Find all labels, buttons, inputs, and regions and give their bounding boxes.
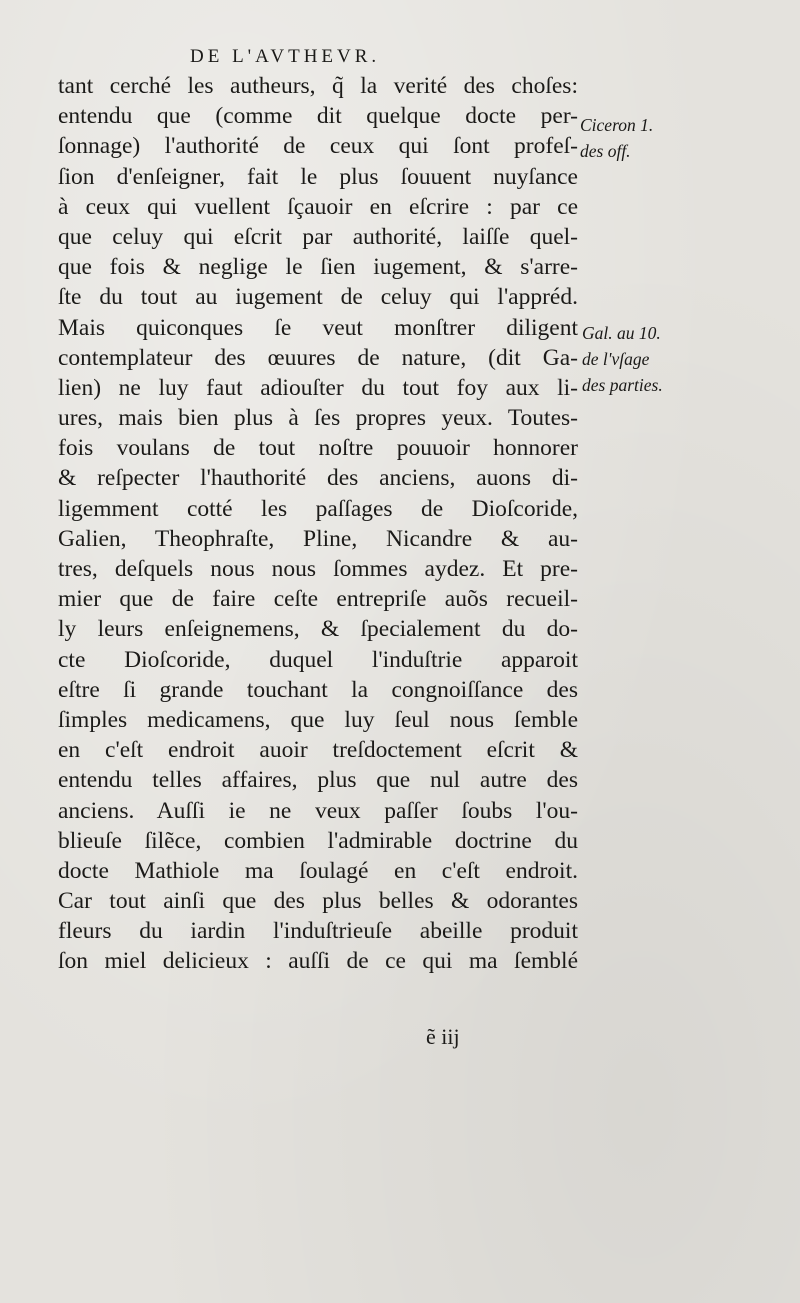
text-line: ſonnage) l'authorité de ceux qui ſont profeſ-	[58, 133, 578, 160]
text-line: & reſpecter l'hauthorité des anciens, auons di-	[58, 465, 578, 492]
text-line: ligemment cotté les paſſages de Dioſcoride,	[58, 495, 578, 522]
body-text	[58, 71, 578, 977]
text-line: cte Dioſcoride, duquel l'induſtrie apparoit	[58, 646, 578, 673]
text-line: eſtre ſi grande touchant la congnoiſſance des	[58, 676, 578, 703]
text-line: ſimples medicamens, que luy ſeul nous ſemble	[58, 706, 578, 733]
margin-note-line: des parties.	[582, 375, 663, 395]
text-line: tant cerché les autheurs, q̃ la verité des choſes:	[58, 73, 578, 99]
text-line: contemplateur des œuures de nature, (dit Ga-	[58, 344, 578, 371]
margin-note-galien	[582, 320, 663, 398]
text-line: Car tout ainſi que des plus belles & odorantes	[58, 888, 578, 915]
text-line: fleurs du iardin l'induſtrieuſe abeille produit	[58, 918, 578, 945]
text-line: ly leurs enſeignemens, & ſpecialement du do-	[58, 616, 578, 643]
margin-note-line: de l'vſage	[582, 349, 650, 369]
text-line: tres, deſquels nous nous ſommes aydez. Et pre-	[58, 556, 578, 582]
margin-note-line: Ciceron 1.	[580, 115, 654, 135]
text-line: blieuſe ſilẽce, combien l'admirable doctrine du	[58, 827, 578, 854]
margin-note-cicero	[580, 112, 653, 164]
text-line: à ceux qui vuellent ſçauoir en eſcrire : par ce	[58, 193, 578, 220]
text-line: ſon miel delicieux : auſſi de ce qui ma ſemblé	[58, 948, 578, 975]
text-line: ſion d'enſeigner, fait le plus ſouuent nuyſance	[58, 163, 578, 190]
text-line: docte Mathiole ma ſoulagé en c'eſt endroit.	[58, 857, 578, 884]
text-line: entendu que (comme dit quelque docte per-	[58, 103, 578, 130]
signature-mark: ẽ iij	[426, 1024, 460, 1049]
text-line: mier que de faire ceſte entrepriſe auõs recueil-	[58, 586, 578, 613]
text-line: Galien, Theophraſte, Pline, Nicandre & au-	[58, 525, 578, 552]
running-head: DE L'AVTHEVR.	[190, 46, 381, 67]
margin-note-line: Gal. au 10.	[582, 323, 661, 343]
text-line: que celuy qui eſcrit par authorité, laiſſe quel-	[58, 223, 578, 250]
text-line: fois voulans de tout noſtre pouuoir honnorer	[58, 435, 578, 462]
text-line: lien) ne luy faut adiouſter du tout foy aux li-	[58, 374, 578, 401]
text-line: en c'eſt endroit auoir treſdoctement eſcrit &	[58, 737, 578, 764]
text-line: ures, mais bien plus à ſes propres yeux. Toutes-	[58, 405, 578, 432]
text-line: entendu telles affaires, plus que nul autre des	[58, 767, 578, 794]
text-line: ſte du tout au iugement de celuy qui l'appréd.	[58, 284, 578, 311]
text-line: Mais quiconques ſe veut monſtrer diligent	[58, 314, 578, 341]
text-line: anciens. Auſſi ie ne veux paſſer ſoubs l'ou-	[58, 797, 578, 824]
margin-note-line: des off.	[580, 141, 631, 161]
text-line: que fois & neglige le ſien iugement, & s'arre-	[58, 254, 578, 281]
